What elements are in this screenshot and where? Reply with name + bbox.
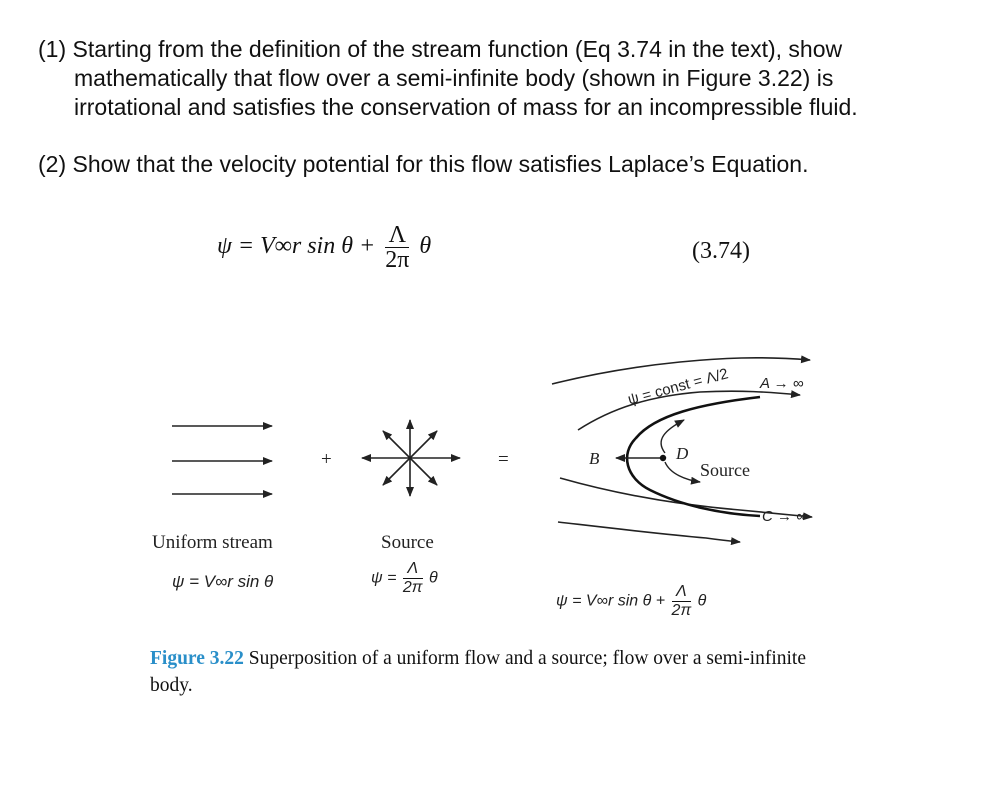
source-eq-tail: θ xyxy=(428,569,438,587)
streamline-bottom xyxy=(558,522,740,542)
source-equation xyxy=(371,560,438,597)
combined-eq-num: Λ xyxy=(672,583,692,602)
source-arrow-sw xyxy=(383,458,410,485)
source-eq-fraction xyxy=(403,560,423,597)
equation-tail: θ xyxy=(419,233,432,260)
equation-fraction-denominator: 2π xyxy=(385,247,410,273)
equation-lhs: ψ = V∞r sin θ + xyxy=(217,233,376,260)
point-b-label: B xyxy=(589,449,600,468)
equation-number: (3.74) xyxy=(692,238,750,264)
question-1-line-3: irrotational and satisfies the conservation of mass for an incompressible fluid. xyxy=(74,94,858,120)
combined-eq-den: 2π xyxy=(671,602,692,619)
source-arrow-nw xyxy=(383,431,410,458)
caption-figure-ref: Figure 3.22 xyxy=(150,648,244,669)
point-d-label: D xyxy=(676,444,689,463)
combined-equation xyxy=(556,583,706,620)
source-eq-num: Λ xyxy=(403,560,423,579)
source-star-arrows xyxy=(362,420,460,496)
source-eq-lhs: ψ = xyxy=(371,569,397,587)
dividing-streamline-label: ψ = const = Λ/2 xyxy=(626,365,731,409)
equation-fraction-numerator: Λ xyxy=(385,223,409,248)
source-label: Source xyxy=(381,532,434,553)
body-source-label: Source xyxy=(700,460,750,480)
plus-sign: + xyxy=(321,449,332,470)
combined-eq-fraction xyxy=(672,583,692,620)
caption-text: Superposition of a uniform flow and a source; flow over a semi-infinite body. xyxy=(150,648,807,696)
combined-eq-lhs: ψ = V∞r sin θ + xyxy=(556,592,666,610)
source-arrow-se xyxy=(410,458,437,485)
question-1-line-2: mathematically that flow over a semi-infinite body (shown in Figure 3.22) is xyxy=(74,65,834,91)
source-arrow-ne xyxy=(410,431,437,458)
question-1-line-1: (1) Starting from the definition of the stream function (Eq 3.74 in the text), show xyxy=(38,36,843,62)
equals-sign: = xyxy=(498,449,509,470)
point-c-label: C → ∞ xyxy=(762,508,807,525)
point-a-label: A → ∞ xyxy=(760,375,804,392)
question-2: (2) Show that the velocity potential for this flow satisfies Laplace’s Equation. xyxy=(38,151,809,177)
source-eq-den: 2π xyxy=(402,579,423,596)
uniform-stream-label: Uniform stream xyxy=(152,532,273,553)
figure-caption xyxy=(150,645,850,699)
uniform-stream-arrows xyxy=(172,426,272,494)
stagnation-source-point xyxy=(660,455,666,461)
inner-arrow-down xyxy=(665,462,700,482)
uniform-stream-equation: ψ = V∞r sin θ xyxy=(172,572,274,591)
combined-eq-tail: θ xyxy=(697,592,707,610)
